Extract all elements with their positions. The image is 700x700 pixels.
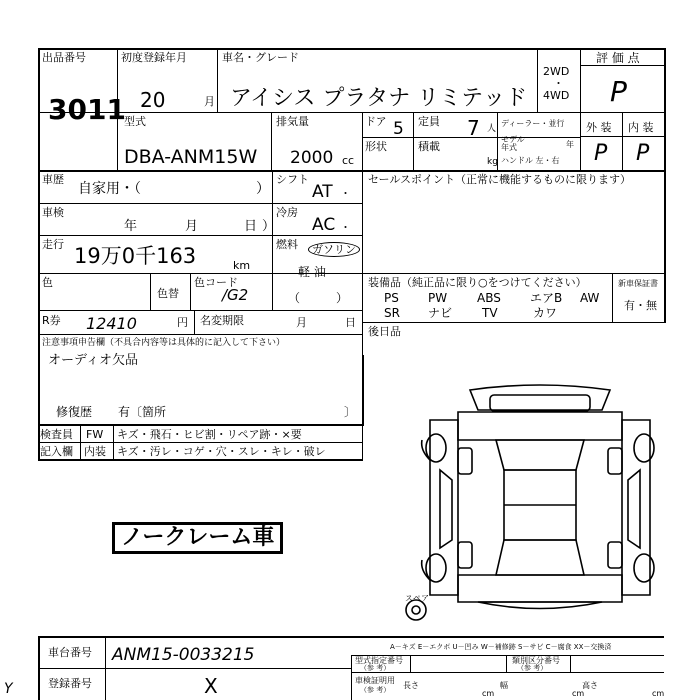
spare-label: スペア [405,594,429,603]
chassis-label: 車台番号 [48,646,92,659]
checker-fw-items: キズ・飛石・ヒビ割・リペア跡・×要 [117,428,302,441]
recycle-value: 12410 [86,314,137,333]
inspection-day: 日 [244,219,258,234]
first-registration-year: 20 [140,88,166,112]
ac-label: 冷房 [276,206,298,219]
equipment-tv: TV [482,306,498,320]
shift-label: シフト [276,173,309,186]
lot-number-value: 3011 [48,93,126,126]
inspection-label: 車検 [42,206,64,219]
checker-interior-items: キズ・汚レ・コゲ・穴・スレ・キレ・破レ [117,445,326,458]
repair-label: 修復歴 [56,405,93,419]
shift-dot: ・ [340,187,351,200]
color-label: 色 [42,276,53,289]
equipment-ps: PS [384,291,399,305]
length-unit: cm [482,689,495,698]
height-unit: cm [652,689,665,698]
ac-dot: ・ [340,221,351,234]
drive-dot: ・ [553,77,564,90]
color-change-label: 色替 [157,287,179,300]
rear-seat-label: 後日品 [368,325,401,338]
fuel-other: （ ） [288,291,349,305]
equipment-navi: ナビ [428,306,453,320]
fuel-label: 燃料 [276,238,298,251]
equipment-pw: PW [428,291,448,305]
year-unit: 年 [566,140,574,149]
first-registration-label: 初度登録年月 [121,51,187,64]
load-label: 積載 [418,140,440,153]
color-code-value: /G2 [222,286,249,304]
mileage-unit: km [233,259,251,272]
equipment-aw: AW [580,291,600,305]
score-value: P [610,75,627,108]
model-label: 型式 [124,115,146,128]
class-number-ref: （参 考） [517,664,548,672]
sales-point-label: セールスポイント（正常に機能するものに限ります） [368,173,632,186]
car-name-label: 車名・グレード [222,51,299,64]
certificate-ref: （参 考） [360,686,391,694]
displacement-label: 排気量 [276,115,309,128]
chassis-value: ANM15-0033215 [112,645,255,665]
displacement-unit: cc [342,154,355,167]
spec-number-label: 型式指定番号 [355,656,403,665]
name-change-month: 月 [296,316,307,329]
equipment-leather: カワ [533,306,558,320]
load-unit: kg [487,157,498,167]
mileage-label: 走行 [42,238,64,251]
color-code-label: 色コード [194,276,238,289]
history-value: 自家用・（ [78,181,141,197]
lot-number-label: 出品番号 [42,51,86,64]
fuel-diesel: 軽 油 [298,265,326,279]
inspection-year: 年 [124,219,138,234]
door-value: 5 [393,119,404,139]
equipment-abs: ABS [477,291,501,305]
capacity-unit: 人 [487,124,497,134]
width-label: 幅 [500,681,508,690]
ac-value: AC [312,215,336,235]
checker-label: 検査員 [40,428,73,441]
mileage-value: 19万0千163 [74,244,197,268]
recycle-unit: 円 [177,316,188,329]
warranty-label: 新車保証書 [618,279,658,288]
checker-interior: 内装 [84,445,106,458]
class-number-label: 類別区分番号 [512,656,560,665]
width-unit: cm [572,689,585,698]
margin-mark: Y [4,681,13,697]
history-close: ） [256,181,270,197]
repair-close: 〕 [344,405,357,419]
shift-value: AT [312,182,333,202]
certificate-label: 車検証明用 [355,676,395,685]
interior-value: P [636,141,650,166]
capacity-value: 7 [467,116,480,140]
model-value: DBA-ANM15W [124,146,258,168]
length-label: 長さ [403,681,419,690]
warranty-value: 有・無 [624,299,657,312]
first-registration-month-unit: 月 [204,95,215,108]
checker-fw: FW [86,428,104,441]
equipment-label: 装備品（純正品に限り○をつけてください） [368,276,587,289]
equipment-sr: SR [384,306,400,320]
name-change-day: 日 [345,316,356,329]
registration-label: 登録番号 [48,677,92,690]
notes-value: オーディオ欠品 [48,353,138,368]
name-change-label: 名変期限 [200,314,244,327]
drive-2wd: 2WD [543,65,570,78]
drive-4wd: 4WD [543,89,570,102]
model-year-label: モデル 年式 [501,135,525,152]
recycle-label: R券 [42,314,61,327]
capacity-label: 定員 [418,115,440,128]
handle-label: ハンドル 左・右 [501,156,560,165]
dealer-label: ディーラー・並行 [501,119,565,128]
exterior-label: 外 装 [586,121,612,134]
history-label: 車歴 [42,173,64,186]
equipment-airbag: エアB [530,291,563,305]
repair-value: 有〔箇所 [118,405,167,419]
inspection-month: 月 [185,219,199,234]
no-claim-stamp: ノークレーム車 [112,522,283,554]
shape-label: 形状 [365,140,387,153]
exterior-value: P [594,141,608,166]
notes-label: 注意事項申告欄（不具合内容等は具体的に記入して下さい） [42,338,286,348]
spec-number-ref: （参 考） [360,664,391,672]
fuel-gasoline: ガソリン [308,244,360,255]
height-label: 高さ [582,681,598,690]
inspection-close: ） [262,219,276,234]
displacement-value: 2000 [290,148,334,168]
door-label: ドア [365,115,387,128]
registration-value: X [204,674,218,698]
score-label: 評 価 点 [596,51,640,65]
damage-legend: A－キズ E－エクボ U－凹み W－補修跡 S－サビ C－腐食 XX－交換済 [390,643,612,651]
car-name-value: アイシス プラタナ リミテッド [230,86,528,111]
interior-label: 内 装 [628,121,654,134]
checker-label-2: 記入欄 [40,445,73,458]
